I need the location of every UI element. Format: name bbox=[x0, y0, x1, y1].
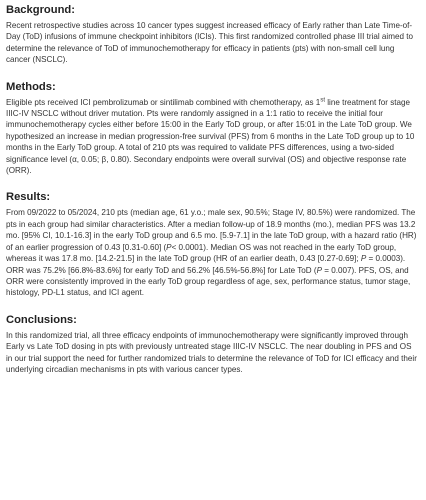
p-value-label-2: P bbox=[360, 254, 367, 264]
methods-text-part-1: Eligible pts received ICI pembrolizumab or sintilimab combined with chemotherapy, as 1 bbox=[6, 97, 321, 107]
results-text-part-3: = 0.0003). ORR was 75.2% [66.8%-83.6%] for early ToD and 56.2% [46.5%-56.8%] for Late ToD ( bbox=[6, 254, 406, 275]
results-section bbox=[6, 190, 420, 298]
background-section bbox=[6, 3, 420, 66]
methods-heading: Methods: bbox=[6, 80, 56, 93]
results-text-part-1: From 09/2022 to 05/2024, 210 pts (median age, 61 y.o.; male sex, 90.5%; Stage IV, 80.5%) were randomized. The pts in each group had similar characteristics. After a median follow-up of 18.9 months (mo.), median PFS was 13.2 mo. [95% CI, 10.1-16.3] in the early ToD group and 6.5 mo. [5.9-7.1] in the late ToD group, with a hazard ratio (HR) of an earlier progression of 0.43 [0.31-0.60] ( bbox=[6, 208, 417, 252]
results-heading: Results: bbox=[6, 191, 51, 204]
results-text bbox=[6, 207, 420, 298]
methods-section bbox=[6, 80, 420, 177]
conclusions-heading: Conclusions: bbox=[6, 313, 77, 326]
background-heading: Background: bbox=[6, 4, 75, 16]
methods-text-part-2: line treatment for stage IIIC-IV NSCLC without driver mutation. Pts were randomly assigned in a 1:1 ratio to receive the initial four immunochemotherapy cycles either before 15:00 in the Early ToD group, or after 15:01 in the Late ToD group. We hypothesized an increase in median progression-free survival (PFS) from 6 months in the Late ToD group up to 10 months in the Early ToD group. A total of 210 pts was required to validate PFS differences, using a two-sided significance level (α, 0.05; β, 0.80). Secondary endpoints were overall survival (OS) and objective response rate (ORR). bbox=[6, 97, 415, 176]
p-value-label-1: P bbox=[166, 242, 172, 252]
conclusions-text: In this randomized trial, all three efficacy endpoints of immunochemotherapy were significantly improved through Early vs Late ToD dosing in pts with previously untreated stage IIIC-IV NSCLC. The near doubling in PFS and OS in our trial support the need for further randomized trials to determine the relevance of ToD for ICI efficacy and their underlying circadian mechanisms in pts with various cancer types. bbox=[6, 330, 417, 374]
results-text-part-2: < 0.0001). Median OS was not reached in the early ToD group, whereas it was 17.8 mo. [14.2-21.5] in the late ToD group (HR of an earlier death, 0.43 [0.27-0.69]; bbox=[6, 242, 397, 264]
results-text-part-4: = 0.007). PFS, OS, and ORR were consistently improved in the early ToD group regardless of age, sex, performance status, tumor stage, histology, PD-L1 status, and ICI agent. bbox=[6, 265, 411, 298]
methods-superscript: st bbox=[320, 96, 325, 103]
background-text: Recent retrospective studies across 10 cancer types suggest increased efficacy of Early rather than Late Time-of-Day (ToD) infusions of immune checkpoint inhibitors (ICIs). This first randomized controlled phase III trial aimed to determine the relevance of ToD of immunochemotherapy for efficacy in patients (pts) with non-small cell lung cancer (NSCLC). bbox=[6, 21, 413, 65]
p-value-label-3: P bbox=[316, 265, 322, 275]
conclusions-section bbox=[6, 313, 420, 376]
methods-text bbox=[6, 97, 420, 177]
